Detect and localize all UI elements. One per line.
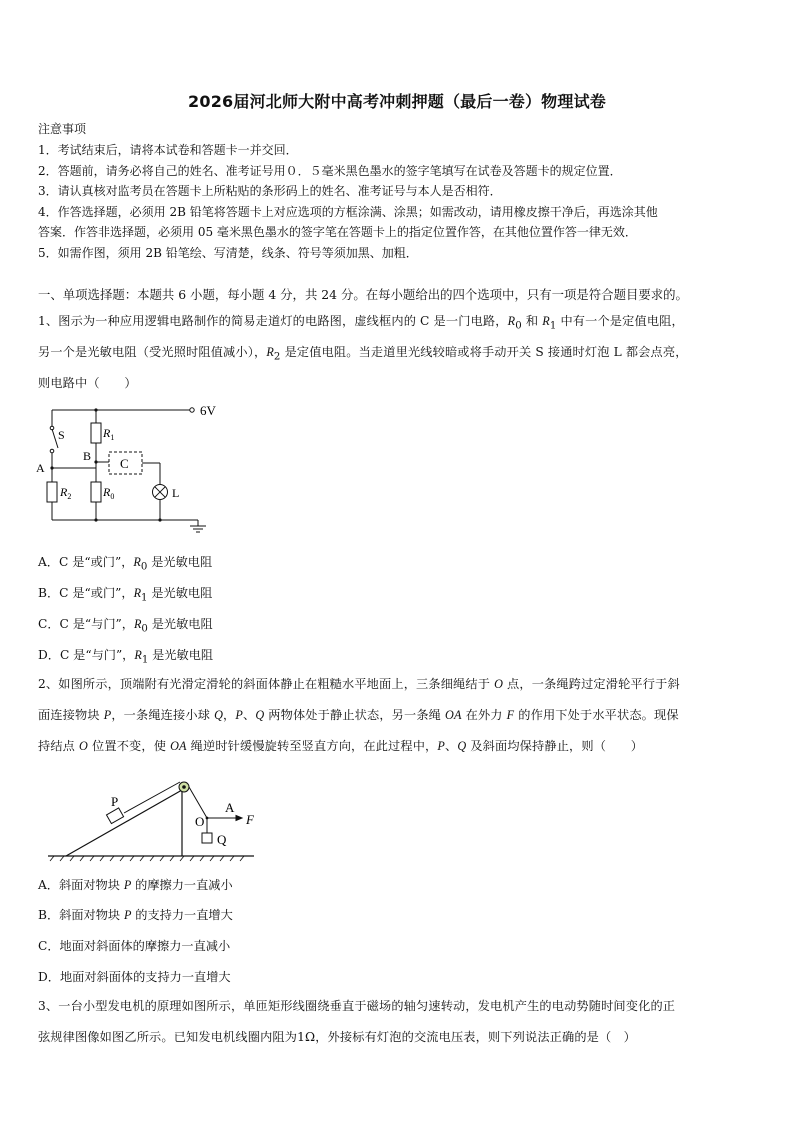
- r1-label: $R_1$: [103, 426, 115, 442]
- q2-line-1: 2、如图所示，顶端附有光滑定滑轮的斜面体静止在粗糙水平地面上，三条细绳结于 O 点，一条绳跨过定滑轮平行于斜: [38, 677, 680, 691]
- notes-heading: 注意事项: [38, 122, 87, 136]
- q1-option-b[interactable]: B．C 是“或门”，$R_1$ 是光敏电阻: [38, 586, 213, 604]
- force-f-label: F: [246, 812, 254, 827]
- q2-option-b[interactable]: B．斜面对物块 P 的支持力一直增大: [38, 908, 233, 922]
- gate-label: C: [120, 456, 129, 471]
- q2-line-2: 面连接物块 P，一条绳连接小球 Q，P、Q 两物体处于静止状态，另一条绳 OA 在外力 F 的作用下处于水平状态。现保: [38, 708, 679, 722]
- q2-option-a[interactable]: A．斜面对物块 P 的摩擦力一直减小: [38, 878, 233, 892]
- q3-line-1: 3、一台小型发电机的原理如图所示，单匝矩形线圈绕垂直于磁场的轴匀速转动，发电机产生的电动势随时间变化的正: [38, 999, 676, 1013]
- q1-option-c[interactable]: C．C 是“与门”，$R_0$ 是光敏电阻: [38, 617, 213, 635]
- ball-q-label: Q: [217, 832, 227, 847]
- r2-label: $R_2$: [60, 485, 72, 501]
- node-a-label: A: [36, 461, 45, 475]
- note-item: 5．如需作图，须用 2B 铅笔绘、写清楚，线条、符号等须加黑、加粗．: [38, 246, 418, 260]
- voltage-label: 6V: [200, 403, 216, 418]
- q2-incline-diagram: [44, 776, 274, 866]
- q1-option-d[interactable]: D．C 是“与门”，$R_1$ 是光敏电阻: [38, 648, 214, 666]
- section-heading: 一、单项选择题：本题共 6 小题，每小题 4 分，共 24 分。在每小题给出的四个选项中，只有一项是符合题目要求的。: [38, 287, 688, 302]
- note-item: 2．答题前，请务必将自己的姓名、准考证号用０．５毫米黑色墨水的签字笔填写在试卷及答题卡的规定位置．: [38, 164, 622, 178]
- q3-line-2: 弦规律图像如图乙所示。已知发电机线圈内阻为1Ω，外接标有灯泡的交流电压表，则下列说法正确的是（ ）: [38, 1030, 637, 1044]
- point-a-label: A: [225, 800, 235, 815]
- q1-line-2: 另一个是光敏电阻（受光照时阻值减小），$R_2$ 是定值电阻。当走道里光线较暗或将手动开关 S 接通时灯泡 L 都会点亮，: [38, 345, 688, 363]
- block-p-label: P: [111, 794, 119, 809]
- note-item: 3．请认真核对监考员在答题卡上所粘贴的条形码上的姓名、准考证号与本人是否相符．: [38, 184, 502, 198]
- page-title: 2026届河北师大附中高考冲刺押题（最后一卷）物理试卷: [188, 92, 606, 111]
- q2-option-c[interactable]: C．地面对斜面体的摩擦力一直减小: [38, 939, 231, 953]
- r0-label: $R_0$: [103, 485, 115, 501]
- switch-label: S: [58, 428, 65, 442]
- q1-circuit-diagram: [30, 398, 220, 543]
- q1-option-a[interactable]: A．C 是“或门”，$R_0$ 是光敏电阻: [38, 555, 213, 573]
- note-item: 1．考试结束后，请将本试卷和答题卡一并交回．: [38, 143, 298, 157]
- q2-option-d[interactable]: D．地面对斜面体的支持力一直增大: [38, 970, 231, 984]
- q2-line-3: 持结点 O 位置不变，使 OA 绳逆时针缓慢旋转至竖直方向，在此过程中，P、Q 及斜面均保持静止，则（ ）: [38, 739, 644, 753]
- note-item: 答案．作答非选择题，必须用 05 毫米黑色墨水的签字笔在答题卡上的指定位置作答，在其他位置作答一律无效．: [38, 225, 637, 239]
- node-b-label: B: [83, 449, 92, 463]
- q1-line-3: 则电路中（ ）: [38, 376, 137, 390]
- q1-line-1: 1、图示为一种应用逻辑电路制作的简易走道灯的电路图，虚线框内的 C 是一门电路，$R_0$ 和 $R_1$ 中有一个是定值电阻，: [38, 314, 684, 332]
- note-item: 4．作答选择题，必须用 2B 铅笔将答题卡上对应选项的方框涂满、涂黑；如需改动，请用橡皮擦干净后，再选涂其他: [38, 205, 658, 219]
- knot-o-label: O: [195, 814, 205, 829]
- lamp-label: L: [172, 486, 180, 500]
